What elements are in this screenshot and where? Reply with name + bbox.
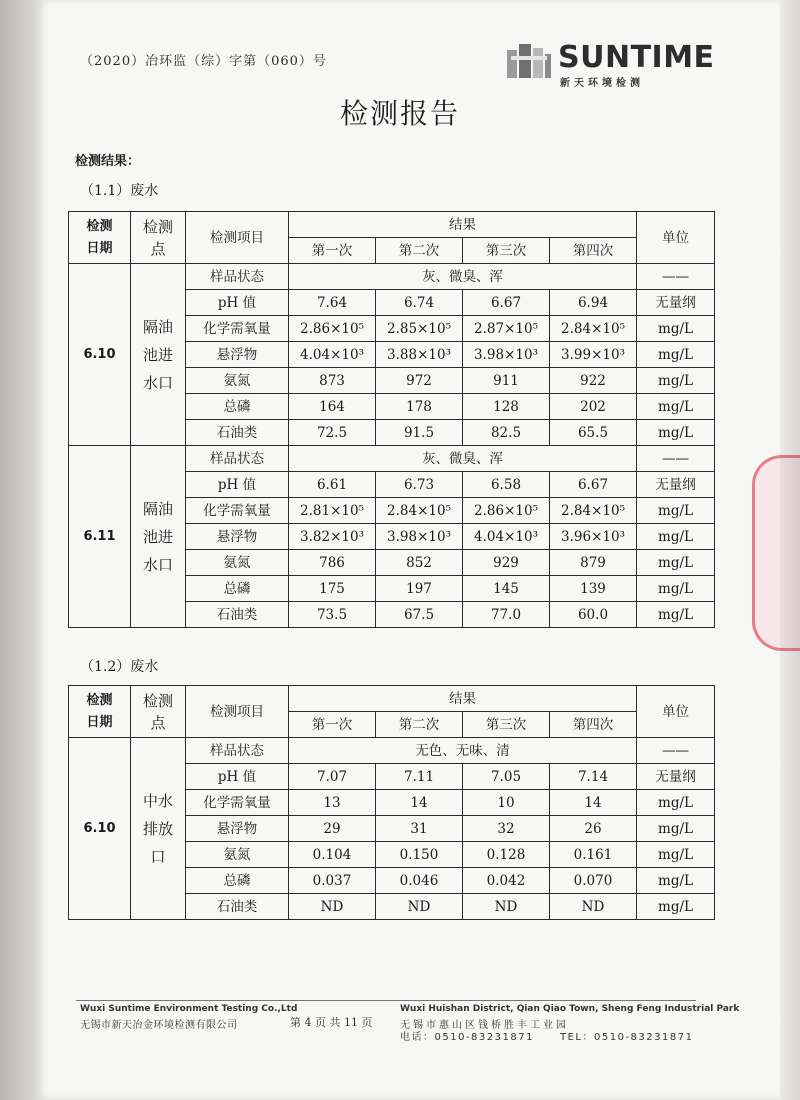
value-cell: 77.0: [463, 602, 550, 628]
value-cell: 0.070: [550, 868, 637, 894]
item-cell: 化学需氧量: [186, 790, 289, 816]
value-cell: 7.05: [463, 764, 550, 790]
footer-phone-en: TEL：0510-83231871: [560, 1032, 694, 1043]
column-header-run: 第一次: [289, 712, 376, 738]
item-cell: 样品状态: [186, 446, 289, 472]
value-cell: 91.5: [376, 420, 463, 446]
column-header-unit: 单位: [637, 212, 715, 264]
value-cell: 2.85×10⁵: [376, 316, 463, 342]
item-cell: 悬浮物: [186, 342, 289, 368]
footer-company-en: Wuxi Suntime Environment Testing Co.,Ltd: [80, 1004, 298, 1014]
value-cell: 2.87×10⁵: [463, 316, 550, 342]
sampling-point-cell: 隔油池进水口: [131, 264, 186, 446]
footer-divider: [76, 1000, 696, 1001]
column-header-point: 检测点: [131, 212, 186, 264]
unit-cell: mg/L: [637, 342, 715, 368]
item-cell: 氨氮: [186, 842, 289, 868]
unit-cell: mg/L: [637, 420, 715, 446]
value-cell: ND: [550, 894, 637, 920]
value-cell: 6.67: [463, 290, 550, 316]
item-cell: pH 值: [186, 764, 289, 790]
value-cell: 873: [289, 368, 376, 394]
footer-company-cn: 无锡市新天冶金环境检测有限公司: [80, 1020, 238, 1031]
value-cell: 6.74: [376, 290, 463, 316]
item-cell: 总磷: [186, 868, 289, 894]
value-cell: 6.61: [289, 472, 376, 498]
table-row: [69, 446, 715, 472]
value-cell: 922: [550, 368, 637, 394]
value-cell: 7.11: [376, 764, 463, 790]
value-cell: ND: [289, 894, 376, 920]
column-header-run: 第四次: [550, 238, 637, 264]
section-heading: （1.1）废水: [80, 183, 159, 199]
unit-cell: mg/L: [637, 524, 715, 550]
item-cell: 样品状态: [186, 264, 289, 290]
unit-cell: mg/L: [637, 576, 715, 602]
value-cell: 0.046: [376, 868, 463, 894]
unit-cell: mg/L: [637, 550, 715, 576]
value-cell: 6.67: [550, 472, 637, 498]
value-cell: 82.5: [463, 420, 550, 446]
value-cell: 7.14: [550, 764, 637, 790]
footer-phone: 电话：0510-83231871: [400, 1032, 534, 1043]
unit-cell: mg/L: [637, 868, 715, 894]
value-cell: 6.94: [550, 290, 637, 316]
unit-cell: 无量纲: [637, 764, 715, 790]
value-cell: 178: [376, 394, 463, 420]
column-header-date: 检测日期: [69, 686, 131, 738]
value-cell: 3.99×10³: [550, 342, 637, 368]
value-cell: 4.04×10³: [463, 524, 550, 550]
value-cell: 0.161: [550, 842, 637, 868]
value-cell: 14: [376, 790, 463, 816]
value-cell: 26: [550, 816, 637, 842]
suntime-logo-icon: [505, 42, 553, 80]
value-cell: 3.82×10³: [289, 524, 376, 550]
item-cell: 石油类: [186, 420, 289, 446]
unit-cell: mg/L: [637, 498, 715, 524]
unit-cell: mg/L: [637, 394, 715, 420]
value-cell: 2.84×10⁵: [550, 316, 637, 342]
item-cell: 悬浮物: [186, 816, 289, 842]
value-cell: 3.88×10³: [376, 342, 463, 368]
results-table: [68, 685, 715, 920]
document-title: 检测报告: [339, 97, 460, 130]
value-cell: 0.128: [463, 842, 550, 868]
value-cell: 175: [289, 576, 376, 602]
results-heading: 检测结果：: [75, 154, 141, 169]
value-cell: 145: [463, 576, 550, 602]
value-cell: 2.84×10⁵: [550, 498, 637, 524]
value-cell: 128: [463, 394, 550, 420]
value-cell: 197: [376, 576, 463, 602]
value-cell: 6.73: [376, 472, 463, 498]
unit-cell: mg/L: [637, 368, 715, 394]
sample-state-cell: 灰、微臭、浑: [289, 264, 637, 290]
red-seal: [752, 455, 800, 651]
value-cell: 3.98×10³: [463, 342, 550, 368]
column-header-item: 检测项目: [186, 686, 289, 738]
section-heading: （1.2）废水: [80, 659, 159, 675]
value-cell: ND: [376, 894, 463, 920]
value-cell: 0.150: [376, 842, 463, 868]
item-cell: 石油类: [186, 894, 289, 920]
item-cell: 总磷: [186, 576, 289, 602]
column-header-run: 第二次: [376, 712, 463, 738]
item-cell: 化学需氧量: [186, 498, 289, 524]
unit-cell: 无量纲: [637, 290, 715, 316]
value-cell: 65.5: [550, 420, 637, 446]
item-cell: 氨氮: [186, 550, 289, 576]
value-cell: 202: [550, 394, 637, 420]
value-cell: 0.042: [463, 868, 550, 894]
value-cell: 73.5: [289, 602, 376, 628]
column-header-results: 结果: [289, 686, 637, 712]
binding-edge: [0, 0, 36, 1100]
item-cell: 悬浮物: [186, 524, 289, 550]
value-cell: 6.58: [463, 472, 550, 498]
value-cell: 879: [550, 550, 637, 576]
column-header-run: 第一次: [289, 238, 376, 264]
unit-cell: 无量纲: [637, 472, 715, 498]
page-number: 第 4 页 共 11 页: [290, 1016, 373, 1029]
date-cell: 6.10: [69, 738, 131, 920]
value-cell: 3.98×10³: [376, 524, 463, 550]
item-cell: 氨氮: [186, 368, 289, 394]
value-cell: 67.5: [376, 602, 463, 628]
unit-cell: ——: [637, 738, 715, 764]
value-cell: 29: [289, 816, 376, 842]
value-cell: 0.037: [289, 868, 376, 894]
value-cell: 13: [289, 790, 376, 816]
column-header-date: 检测日期: [69, 212, 131, 264]
value-cell: 7.07: [289, 764, 376, 790]
sampling-point-cell: 中水排放口: [131, 738, 186, 920]
value-cell: 31: [376, 816, 463, 842]
value-cell: 3.96×10³: [550, 524, 637, 550]
unit-cell: ——: [637, 446, 715, 472]
value-cell: 4.04×10³: [289, 342, 376, 368]
unit-cell: mg/L: [637, 842, 715, 868]
value-cell: 14: [550, 790, 637, 816]
unit-cell: mg/L: [637, 316, 715, 342]
value-cell: ND: [463, 894, 550, 920]
logo-subtitle: 新天环境检测: [560, 78, 644, 89]
results-table: [68, 211, 715, 628]
unit-cell: mg/L: [637, 790, 715, 816]
value-cell: 972: [376, 368, 463, 394]
table-row: [69, 738, 715, 764]
value-cell: 929: [463, 550, 550, 576]
value-cell: 2.86×10⁵: [463, 498, 550, 524]
item-cell: 总磷: [186, 394, 289, 420]
sampling-point-cell: 隔油池进水口: [131, 446, 186, 628]
logo-wordmark: SUNTIME: [558, 40, 715, 75]
footer-address-cn: 无锡市惠山区钱桥胜丰工业园: [400, 1020, 569, 1031]
footer-address-en: Wuxi Huishan District, Qian Qiao Town, Sheng Feng Industrial Park: [400, 1004, 740, 1014]
value-cell: 786: [289, 550, 376, 576]
sample-state-cell: 无色、无味、清: [289, 738, 637, 764]
date-cell: 6.10: [69, 264, 131, 446]
value-cell: 72.5: [289, 420, 376, 446]
value-cell: 60.0: [550, 602, 637, 628]
column-header-run: 第四次: [550, 712, 637, 738]
value-cell: 911: [463, 368, 550, 394]
unit-cell: ——: [637, 264, 715, 290]
column-header-unit: 单位: [637, 686, 715, 738]
value-cell: 2.86×10⁵: [289, 316, 376, 342]
unit-cell: mg/L: [637, 816, 715, 842]
column-header-point: 检测点: [131, 686, 186, 738]
column-header-run: 第三次: [463, 238, 550, 264]
date-cell: 6.11: [69, 446, 131, 628]
unit-cell: mg/L: [637, 602, 715, 628]
column-header-run: 第三次: [463, 712, 550, 738]
table-row: [69, 264, 715, 290]
value-cell: 164: [289, 394, 376, 420]
value-cell: 32: [463, 816, 550, 842]
value-cell: 2.84×10⁵: [376, 498, 463, 524]
column-header-item: 检测项目: [186, 212, 289, 264]
column-header-results: 结果: [289, 212, 637, 238]
report-number: （2020）冶环监（综）字第（060）号: [80, 54, 327, 69]
value-cell: 10: [463, 790, 550, 816]
column-header-run: 第二次: [376, 238, 463, 264]
item-cell: pH 值: [186, 290, 289, 316]
item-cell: pH 值: [186, 472, 289, 498]
value-cell: 2.81×10⁵: [289, 498, 376, 524]
item-cell: 化学需氧量: [186, 316, 289, 342]
unit-cell: mg/L: [637, 894, 715, 920]
value-cell: 7.64: [289, 290, 376, 316]
sample-state-cell: 灰、微臭、浑: [289, 446, 637, 472]
value-cell: 139: [550, 576, 637, 602]
item-cell: 石油类: [186, 602, 289, 628]
value-cell: 852: [376, 550, 463, 576]
item-cell: 样品状态: [186, 738, 289, 764]
value-cell: 0.104: [289, 842, 376, 868]
